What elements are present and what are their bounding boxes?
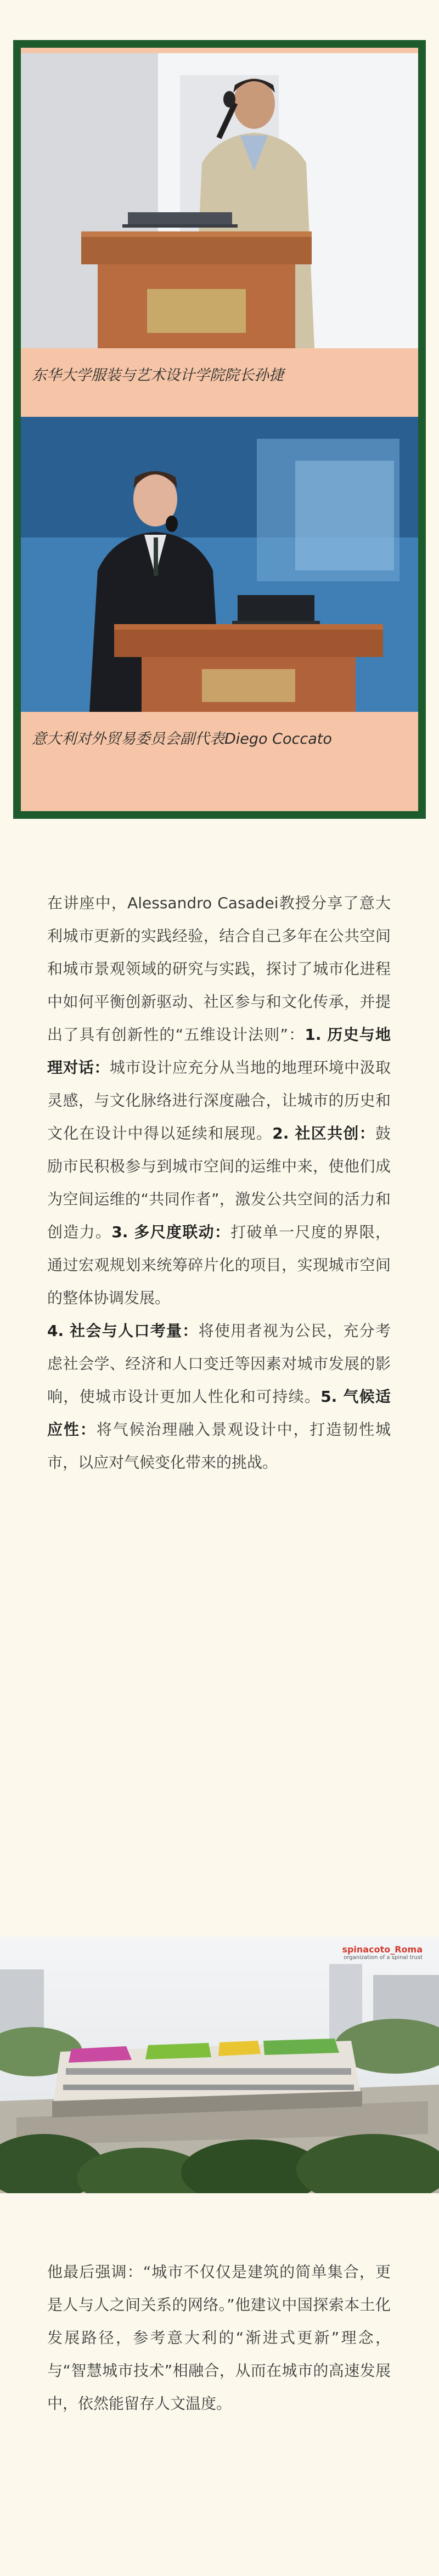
photo-caption-1: 东华大学服装与艺术设计学院院长孙捷: [32, 367, 284, 384]
principle-2-text: 鼓励市民积极参与到城市空间的运维中来，使他们成为空间运维的“共同作者”，激发公共空间的活力和创造力。: [47, 1124, 391, 1241]
closing-paragraph: 他最后强调：“城市不仅仅是建筑的简单集合，更是人与人之间关系的网络。”他建议中国探索本土化发展路径，参考意大利的“渐进式更新”理念，与“智慧城市技术”相融合，从而在城市的高速发展中，依然能留存人文温度。: [47, 2263, 391, 2413]
urban-rendering: [0, 1937, 439, 2193]
speaker-photo-2: [21, 417, 418, 712]
urban-rendering-image: [0, 1937, 439, 2193]
rendering-logo-sub: organization of a spinal trust: [344, 1955, 423, 1961]
principle-4-title: 4. 社会与人口考量：: [47, 1322, 199, 1340]
principle-3-title: 3. 多尺度联动：: [111, 1223, 231, 1241]
speaker-photo-1-image: [21, 53, 418, 348]
speaker-photo-1: [21, 53, 418, 348]
principle-5-text: 将气候治理融入景观设计中，打造韧性城市，以应对气候变化带来的挑战。: [47, 1420, 391, 1471]
rendering-logo-main: spinacoto_Roma: [342, 1944, 423, 1955]
principle-1-text: 城市设计应充分从当地的地理环境中汲取灵感，与文化脉络进行深度融合，让城市的历史和文化在设计中得以延续和展现。: [47, 1058, 391, 1142]
principle-5-title: 5. 气候适应性：: [47, 1388, 391, 1439]
principle-1-title: 1. 历史与地理对话：: [47, 1026, 391, 1077]
principle-4-text: 将使用者视为公民，充分考虑社会学、经济和人口变迁等因素对城市发展的影响，使城市设计更加人性化和可持续。: [47, 1322, 391, 1406]
principle-2-title: 2. 社区共创：: [272, 1124, 375, 1142]
lecture-paragraph: [47, 887, 391, 1479]
photo-caption-2: 意大利对外贸易委员会副代表Diego Coccato: [32, 731, 332, 748]
lecture-intro: 在讲座中，Alessandro Casadei教授分享了意大利城市更新的实践经验，结合自己多年在公共空间和城市景观领域的研究与实践，探讨了城市化进程中如何平衡创新驱动、社区参与和文化传承，并提出了具有创新性的“五维设计法则”：: [47, 894, 391, 1044]
speaker-photo-2-image: [21, 417, 418, 712]
rendering-logo: [342, 1944, 423, 1961]
photo-frame: [13, 40, 426, 819]
photo-frame-inner: [21, 48, 418, 811]
principle-3-text: 打破单一尺度的界限，通过宏观规划来统筹碎片化的项目，实现城市空间的整体协调发展。: [47, 1223, 391, 1307]
